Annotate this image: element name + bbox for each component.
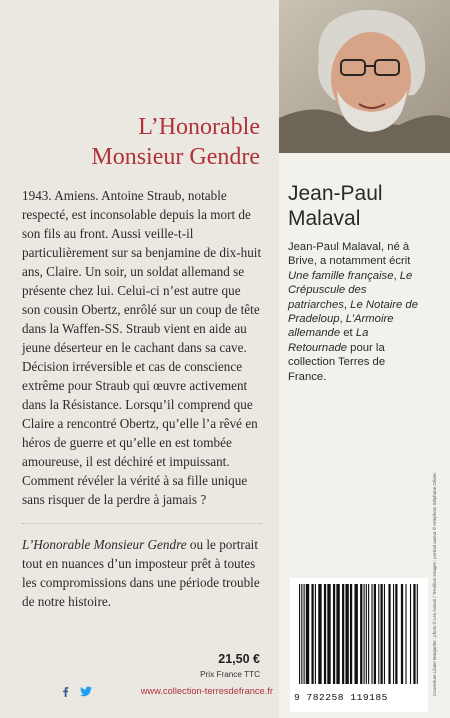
- barcode-bar: [381, 584, 383, 684]
- author-first-name: Jean-Paul: [288, 182, 383, 205]
- barcode-bar: [306, 584, 309, 684]
- barcode-bar: [378, 584, 379, 684]
- book-title: [60, 112, 260, 172]
- barcode-bar: [342, 584, 344, 684]
- publisher-website-link[interactable]: www.collection-terresdefrance.fr: [140, 686, 273, 696]
- author-last-name: Malaval: [288, 207, 361, 230]
- synopsis-paragraph-1: 1943. Amiens. Antoine Straub, notable respecté, est inconsolable depuis la mort de son fils au front. Aussi veille-t-il particulièrement sur sa benjamine de dix-huit ans, Claire. Un soir, un soldat allemand se présente chez lui. Celui-ci n’est autre que son cousin Obertz, enrôlé sur un coup de tête dans la Waffen-SS. Straub vient en aide au jeune déserteur en le cachant dans sa cave. Décision irréversible et cas de conscience extrême pour Straub qui œuvre activement dans la Résistance. Lorsqu’il comprend que Claire a rencontré Obertz, qu’elle l’a rêvé en héros de guerre et qu’elle en est tombée amoureuse, il est déchiré et impuissant. Comment révéler la vérité à sa fille unique sans risquer de la perdre à jamais ?: [22, 188, 262, 507]
- credits-text: Couverture Lilane Margaritte : photo © Les Avisori / Trevillion Images ; portrait auteur © Artephoto Stéphane Olivier.: [432, 472, 437, 696]
- author-name: [288, 181, 448, 231]
- price: 21,50 €: [218, 652, 260, 666]
- barcode-bar: [354, 584, 357, 684]
- isbn-number: 9 782258 119185: [294, 692, 388, 703]
- barcode-bar: [401, 584, 403, 684]
- synopsis: [22, 186, 262, 509]
- barcode-bar: [324, 584, 326, 684]
- barcode-bar: [393, 584, 394, 684]
- barcode-bar: [384, 584, 385, 684]
- barcode-bar: [395, 584, 397, 684]
- bio-outro: pour la collection Terres de France.: [288, 341, 386, 383]
- synopsis-tagline: [22, 535, 262, 611]
- bio-book-5: La Retournade: [288, 327, 369, 354]
- twitter-icon[interactable]: [80, 686, 92, 697]
- barcode-bar: [301, 584, 302, 684]
- barcode-bar: [299, 584, 300, 684]
- barcode-bar: [374, 584, 376, 684]
- barcode-bar: [405, 584, 406, 684]
- bio-sep-2: ,: [343, 298, 351, 311]
- barcode-bar: [333, 584, 335, 684]
- barcode-bar: [360, 584, 362, 684]
- barcode-bar: [410, 584, 411, 684]
- cover-credits: [431, 472, 441, 696]
- barcode-bar: [368, 584, 369, 684]
- barcode-bar: [318, 584, 321, 684]
- barcode-bar: [304, 584, 305, 684]
- barcode-bar: [371, 584, 372, 684]
- isbn-barcode: [290, 578, 428, 712]
- barcode-bars: [298, 584, 420, 688]
- barcode-bar: [336, 584, 339, 684]
- barcode-bar: [364, 584, 365, 684]
- barcode-bar: [388, 584, 390, 684]
- bio-sep-4: et: [340, 327, 356, 340]
- bio-sep-3: ,: [339, 313, 346, 326]
- barcode-bar: [311, 584, 313, 684]
- barcode-bar: [350, 584, 352, 684]
- bio-book-1: Une famille française: [288, 269, 394, 282]
- bio-book-4: L’Armoire allemande: [288, 313, 394, 340]
- divider: [22, 523, 262, 524]
- tagline-book-title: L’Honorable Monsieur Gendre: [22, 537, 187, 552]
- author-bio: [288, 240, 420, 384]
- book-title-line-2: Monsieur Gendre: [91, 144, 260, 170]
- social-icons: [60, 686, 100, 698]
- barcode-bar: [417, 584, 418, 684]
- bio-book-2: Le Crépuscule des patriarches: [288, 269, 413, 311]
- facebook-icon[interactable]: [60, 686, 70, 697]
- bio-sep-1: ,: [393, 269, 400, 282]
- barcode-bar: [345, 584, 348, 684]
- tagline-paragraph: [22, 535, 262, 611]
- barcode-bar: [413, 584, 415, 684]
- bio-intro: Jean-Paul Malaval, né à Brive, a notamment écrit: [288, 241, 411, 268]
- barcode-bar: [366, 584, 367, 684]
- book-title-line-1: L’Honorable: [138, 114, 260, 140]
- author-portrait: [279, 0, 450, 153]
- tagline-text: ou le portrait tout en nuances d’un imposteur prêt à toutes les compromissions dans une période trouble de notre histoire.: [22, 537, 260, 609]
- barcode-bar: [327, 584, 330, 684]
- barcode-bar: [315, 584, 316, 684]
- price-note: Prix France TTC: [200, 670, 260, 679]
- bio-book-3: Le Notaire de Pradeloup: [288, 298, 418, 326]
